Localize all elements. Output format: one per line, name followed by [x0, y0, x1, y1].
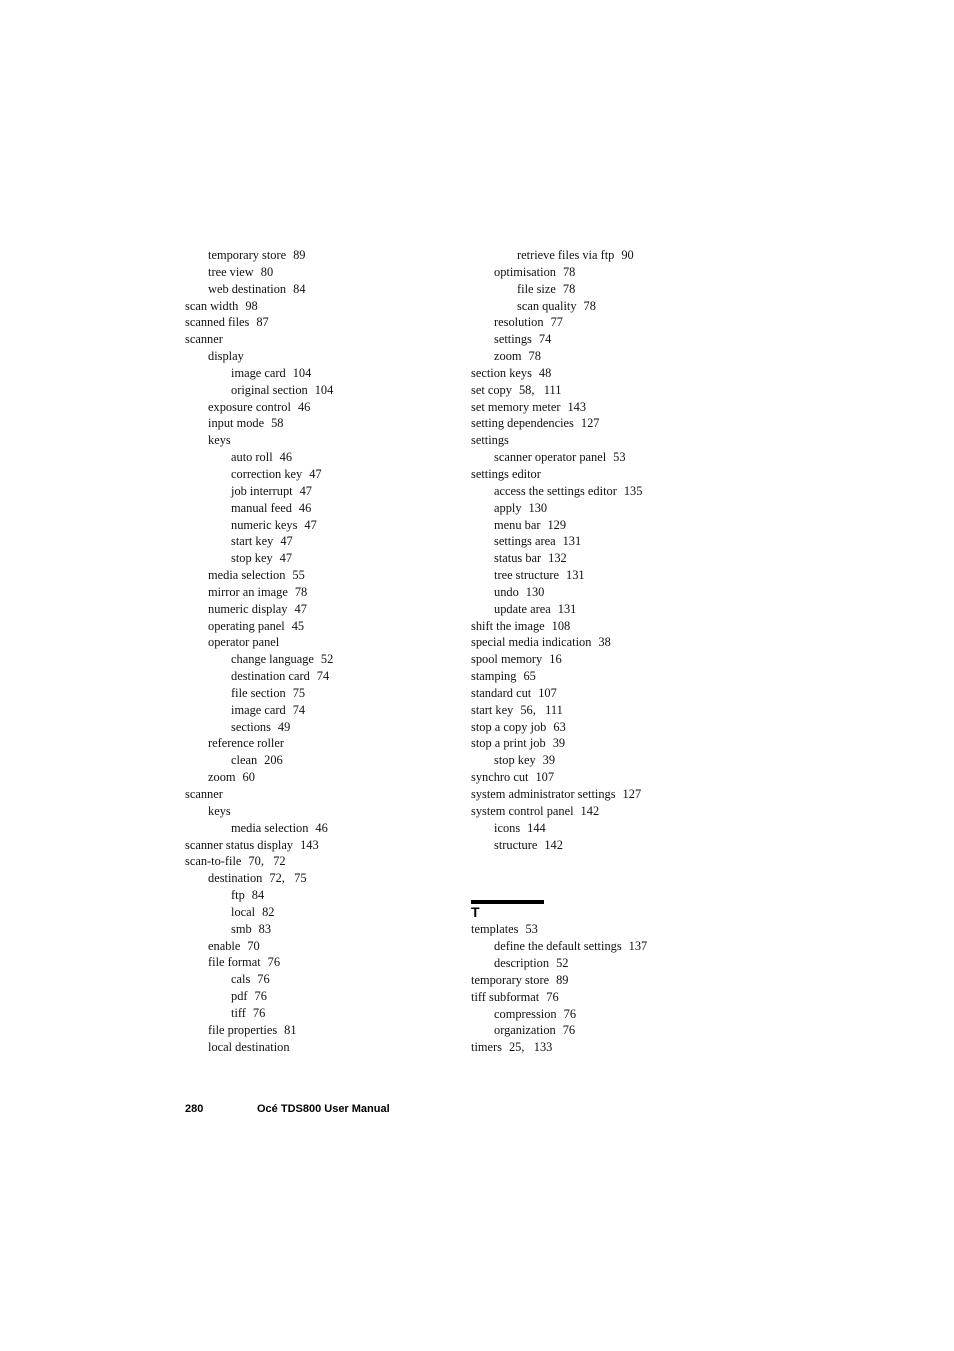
index-page-ref: 53	[613, 450, 626, 465]
index-page-ref: 58	[271, 416, 284, 431]
index-entry	[471, 466, 771, 483]
index-entry	[471, 517, 771, 534]
index-term: numeric keys	[231, 517, 298, 532]
index-page-ref: 78	[583, 298, 596, 313]
index-term: stop key	[231, 551, 273, 566]
index-page-ref: 131	[557, 601, 577, 616]
index-page-ref: 132	[548, 551, 567, 566]
index-entry	[185, 668, 455, 685]
index-entry	[471, 247, 771, 264]
index-page-ref: 143	[300, 837, 319, 852]
index-entry	[471, 1006, 771, 1023]
index-page-ref: 78	[528, 349, 541, 364]
index-entry	[471, 938, 771, 955]
index-entry	[185, 685, 455, 702]
index-entry	[471, 331, 771, 348]
index-term: exposure control	[208, 399, 291, 414]
index-entry	[471, 668, 771, 685]
index-term: operator panel	[208, 635, 280, 650]
index-term: synchro cut	[471, 770, 529, 785]
index-page-ref: 84	[293, 281, 306, 296]
index-page-ref: 76	[546, 989, 559, 1004]
index-term: image card	[231, 702, 286, 717]
index-page-ref: 38	[598, 635, 611, 650]
index-term: scan width	[185, 298, 239, 313]
index-page-ref: 58, 111	[518, 382, 562, 397]
index-term: status bar	[494, 551, 542, 566]
index-term: scanner	[185, 332, 223, 347]
index-term: scanner status display	[185, 837, 294, 852]
index-entry	[471, 601, 771, 618]
index-entry	[471, 550, 771, 567]
index-term: ftp	[231, 888, 245, 903]
index-page-ref: 104	[314, 382, 334, 397]
index-term: settings	[494, 332, 532, 347]
index-page-ref: 55	[292, 568, 305, 583]
index-page-ref: 39	[542, 753, 556, 768]
index-term: manual feed	[231, 500, 292, 515]
index-page-ref: 46	[298, 500, 312, 515]
index-term: scan-to-file	[185, 854, 242, 869]
index-entry	[185, 517, 455, 534]
index-entry	[471, 382, 771, 399]
index-page-ref: 70, 72	[248, 854, 286, 869]
index-page-ref: 89	[293, 248, 306, 262]
index-page-ref: 53	[525, 922, 538, 937]
index-term: keys	[208, 803, 231, 818]
index-term: spool memory	[471, 652, 543, 667]
index-page-ref: 130	[525, 584, 545, 599]
index-page-ref: 142	[580, 803, 600, 818]
index-term: file format	[208, 955, 261, 970]
index-term: file size	[517, 281, 556, 296]
index-term: local destination	[208, 1039, 290, 1054]
index-entry	[471, 1022, 771, 1039]
index-term: media selection	[208, 568, 286, 583]
index-page-ref: 75	[292, 685, 306, 700]
index-term: smb	[231, 921, 252, 936]
index-entry	[185, 584, 455, 601]
index-page-ref: 76	[563, 1006, 577, 1021]
index-term: set copy	[471, 382, 512, 397]
index-page-ref: 46	[279, 450, 293, 465]
index-term: tiff	[231, 1005, 246, 1020]
index-entry	[185, 1005, 455, 1022]
index-page-ref: 108	[551, 618, 571, 633]
index-page-ref: 77	[550, 315, 563, 330]
index-term: system control panel	[471, 803, 574, 818]
index-page-ref: 83	[258, 921, 272, 936]
index-entry	[185, 567, 455, 584]
index-term: start key	[231, 534, 274, 549]
index-column-right	[471, 247, 771, 1056]
index-entry	[185, 314, 455, 331]
index-term: compression	[494, 1006, 557, 1021]
index-entry	[471, 298, 771, 315]
index-term: mirror an image	[208, 584, 288, 599]
index-entry	[185, 634, 455, 651]
index-term: scan quality	[517, 298, 577, 313]
index-page-ref: 63	[553, 719, 566, 734]
index-term: web destination	[208, 281, 287, 296]
index-term: change language	[231, 652, 314, 667]
index-term: zoom	[494, 349, 522, 364]
index-entry	[185, 601, 455, 618]
index-entry	[185, 904, 455, 921]
index-term: settings	[471, 433, 509, 448]
index-term: retrieve files via ftp	[517, 248, 615, 262]
index-term: apply	[494, 500, 522, 515]
index-page-ref: 78	[294, 584, 308, 599]
index-page-ref: 47	[280, 534, 293, 549]
index-entry	[185, 247, 455, 264]
index-entry	[185, 415, 455, 432]
index-term: system administrator settings	[471, 787, 616, 801]
index-entry	[471, 281, 771, 298]
index-term: description	[494, 956, 550, 971]
index-term: clean	[231, 753, 258, 768]
index-term: special media indication	[471, 635, 592, 650]
index-page-ref: 52	[556, 956, 569, 971]
index-page-ref: 135	[623, 483, 643, 498]
index-page-ref: 142	[544, 837, 563, 852]
index-entry	[471, 837, 771, 854]
index-entry	[185, 651, 455, 668]
index-term: standard cut	[471, 685, 532, 700]
index-page-ref: 137	[628, 939, 648, 954]
index-page-ref: 46	[297, 399, 311, 414]
index-entry	[185, 483, 455, 500]
index-term: destination	[208, 871, 263, 886]
index-entry	[185, 281, 455, 298]
index-term: tree structure	[494, 568, 560, 583]
index-term: settings area	[494, 534, 556, 549]
index-page-ref: 130	[528, 500, 548, 515]
index-page-ref: 107	[538, 685, 557, 700]
index-page-ref: 76	[267, 955, 281, 970]
index-term: zoom	[208, 770, 236, 785]
index-entry	[471, 651, 771, 668]
index-page-ref: 76	[254, 989, 267, 1004]
index-term: stop a copy job	[471, 719, 547, 734]
index-entry	[185, 449, 455, 466]
index-term: operating panel	[208, 618, 285, 633]
index-entry	[185, 735, 455, 752]
index-term: file properties	[208, 1022, 278, 1037]
index-entry	[185, 382, 455, 399]
index-entry	[471, 584, 771, 601]
index-term: image card	[231, 365, 286, 380]
index-term: stop a print job	[471, 736, 546, 751]
index-page-ref: 131	[566, 568, 585, 583]
index-entry	[185, 500, 455, 517]
index-entry	[471, 618, 771, 635]
index-page-ref: 131	[562, 534, 582, 549]
index-term: original section	[231, 382, 308, 397]
index-page-ref: 87	[256, 315, 269, 330]
index-entry	[471, 769, 771, 786]
index-entry	[471, 567, 771, 584]
index-page-ref: 76	[252, 1005, 266, 1020]
index-page-ref: 129	[547, 517, 567, 532]
index-page-ref: 74	[316, 669, 330, 684]
index-term: templates	[471, 922, 519, 937]
index-term: tree view	[208, 264, 254, 279]
index-page-ref: 80	[260, 264, 274, 279]
index-term: optimisation	[494, 264, 556, 279]
index-page-ref: 47	[294, 601, 307, 616]
index-term: scanner operator panel	[494, 450, 607, 465]
index-page-ref: 45	[291, 618, 305, 633]
index-entry	[185, 752, 455, 769]
index-term: access the settings editor	[494, 483, 617, 498]
index-entry	[471, 314, 771, 331]
index-term: temporary store	[208, 248, 287, 262]
index-page-ref: 74	[538, 332, 552, 347]
index-page-ref: 48	[538, 365, 552, 380]
index-term: correction key	[231, 466, 303, 481]
index-entry	[185, 533, 455, 550]
index-page-ref: 127	[580, 416, 600, 431]
index-term: temporary store	[471, 972, 550, 987]
index-term: set memory meter	[471, 399, 561, 414]
index-entry	[185, 954, 455, 971]
index-entry	[471, 752, 771, 769]
index-entry	[185, 466, 455, 483]
index-page-ref: 84	[251, 888, 265, 903]
index-entry	[185, 348, 455, 365]
index-entry	[471, 415, 771, 432]
index-term: file section	[231, 685, 286, 700]
index-page-ref: 98	[245, 298, 258, 313]
index-page-ref: 46	[315, 820, 328, 835]
index-entry	[185, 264, 455, 281]
index-entry	[185, 298, 455, 315]
index-page-ref: 74	[292, 702, 306, 717]
index-entry	[471, 685, 771, 702]
index-page-ref: 60	[242, 770, 255, 785]
index-entry	[471, 786, 771, 803]
manual-title: Océ TDS800 User Manual	[257, 1103, 390, 1115]
index-entry	[471, 702, 771, 719]
index-entry	[185, 786, 455, 803]
index-term: input mode	[208, 416, 265, 431]
index-term: numeric display	[208, 601, 288, 616]
index-entry	[185, 853, 455, 870]
index-term: keys	[208, 433, 231, 448]
index-page-ref: 76	[257, 972, 270, 987]
index-term: destination card	[231, 669, 310, 684]
index-page-ref: 16	[549, 652, 562, 667]
index-term: display	[208, 349, 244, 364]
index-page-ref: 47	[299, 483, 312, 498]
index-entry	[185, 820, 455, 837]
index-entry	[471, 399, 771, 416]
index-page-ref: 206	[264, 753, 283, 768]
index-entry	[471, 634, 771, 651]
index-entry	[185, 988, 455, 1005]
index-term: start key	[471, 702, 514, 717]
index-entry	[185, 702, 455, 719]
index-term: settings editor	[471, 466, 541, 481]
index-page-ref: 82	[262, 904, 275, 919]
index-entry	[185, 921, 455, 938]
index-entry	[185, 887, 455, 904]
index-page-ref: 49	[277, 719, 291, 734]
index-page-ref: 144	[527, 820, 546, 835]
index-page-ref: 78	[562, 281, 576, 296]
index-entry	[185, 719, 455, 736]
index-page-ref: 90	[621, 248, 634, 262]
index-term: icons	[494, 820, 521, 835]
index-entry	[471, 972, 771, 989]
index-right-top-entries	[471, 247, 771, 853]
index-entry	[185, 803, 455, 820]
index-entry	[471, 348, 771, 365]
index-term: media selection	[231, 820, 309, 835]
index-entry	[471, 735, 771, 752]
index-entry	[185, 432, 455, 449]
index-right-bottom-entries	[471, 921, 771, 1056]
index-page-ref: 78	[562, 264, 576, 279]
index-entry	[185, 837, 455, 854]
index-page-ref: 81	[284, 1022, 297, 1037]
index-entry	[185, 550, 455, 567]
index-term: resolution	[494, 315, 544, 330]
index-entry	[185, 331, 455, 348]
index-term: auto roll	[231, 450, 273, 465]
index-term: define the default settings	[494, 939, 622, 954]
index-page-ref: 65	[523, 669, 536, 684]
page-number: 280	[185, 1103, 204, 1115]
index-entry	[471, 955, 771, 972]
index-page-ref: 127	[622, 787, 642, 801]
index-entry	[471, 500, 771, 517]
index-entry	[471, 921, 771, 938]
index-page-ref: 143	[567, 399, 587, 414]
index-term: update area	[494, 601, 551, 616]
index-entry	[185, 971, 455, 988]
index-entry	[471, 365, 771, 382]
index-entry	[185, 399, 455, 416]
index-page-ref: 89	[556, 972, 569, 987]
index-page-ref: 47	[309, 466, 322, 481]
index-entry	[471, 719, 771, 736]
index-page-ref: 72, 75	[269, 871, 307, 886]
index-entry	[185, 938, 455, 955]
index-term: timers	[471, 1040, 502, 1055]
index-term: sections	[231, 719, 271, 734]
index-entry	[185, 365, 455, 382]
index-term: local	[231, 904, 256, 919]
index-term: menu bar	[494, 517, 541, 532]
section-letter-heading: T	[471, 904, 480, 921]
index-term: tiff subformat	[471, 989, 540, 1004]
index-page-ref: 76	[562, 1023, 576, 1038]
index-term: enable	[208, 938, 241, 953]
index-term: scanned files	[185, 315, 250, 330]
index-entry	[471, 820, 771, 837]
index-page-ref: 70	[247, 938, 260, 953]
index-term: stamping	[471, 669, 517, 684]
index-page-ref: 25, 133	[508, 1040, 553, 1055]
index-entry	[471, 533, 771, 550]
index-term: cals	[231, 972, 251, 987]
index-entry	[185, 769, 455, 786]
index-term: scanner	[185, 787, 223, 801]
index-entry	[185, 1039, 455, 1056]
index-entry	[471, 989, 771, 1006]
index-entry	[471, 483, 771, 500]
index-term: organization	[494, 1023, 556, 1038]
index-term: reference roller	[208, 736, 285, 751]
index-entry	[471, 803, 771, 820]
index-page-ref: 52	[320, 652, 334, 667]
index-page-ref: 47	[304, 517, 317, 532]
index-page-ref: 56, 111	[520, 702, 563, 717]
section-spacer	[471, 853, 771, 900]
index-page-ref: 107	[535, 770, 555, 785]
index-term: job interrupt	[231, 483, 293, 498]
index-entry	[185, 618, 455, 635]
index-term: setting dependencies	[471, 416, 574, 431]
index-term: stop key	[494, 753, 536, 768]
index-term: section keys	[471, 365, 532, 380]
index-entry	[185, 870, 455, 887]
index-column-left	[185, 247, 455, 1056]
index-entry	[471, 1039, 771, 1056]
index-term: shift the image	[471, 618, 545, 633]
index-term: undo	[494, 584, 519, 599]
index-page-ref: 39	[552, 736, 566, 751]
index-entry	[471, 432, 771, 449]
index-page-ref: 104	[292, 365, 312, 380]
index-entry	[471, 264, 771, 281]
index-entry	[185, 1022, 455, 1039]
index-term: structure	[494, 837, 538, 852]
index-page-ref: 47	[279, 551, 293, 566]
index-term: pdf	[231, 989, 248, 1004]
index-entry	[471, 449, 771, 466]
